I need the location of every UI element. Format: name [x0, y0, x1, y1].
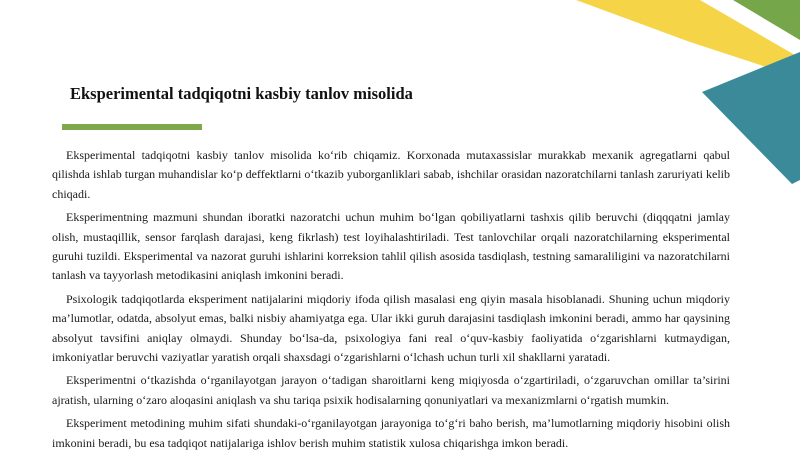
paragraph-3: Psixologik tadqiqotlarda eksperiment natijalarini miqdoriy ifoda qilish masalasi eng qiyin masala hisoblanadi. Shuning uchun miqdoriy ma’lumotlar, odatda, absolyut emas, balki nisbiy ahamiyatga ega. Ular ikki guruh darajasini tasdiqlash imkonini beradi, ammo har qaysining absolyut tavsifini aniqlay olmaydi. Shunday bo‘lsa-da, psixologiya fani real o‘quv-kasbiy faoliyatida o‘zgarishlarni kutmaydigan, imkoniyatlar beruvchi vaziyatlar yaratish orqali shaxsdagi o‘zgarishlarni o‘lchash uchun turli xil shakllarni yaratadi. [52, 291, 730, 365]
title-underline [62, 124, 202, 130]
slide-title: Eksperimental tadqiqotni kasbiy tanlov misolida [70, 84, 413, 103]
paragraph-1: Eksperimental tadqiqotni kasbiy tanlov misolida ko‘rib chiqamiz. Korxonada mutaxassislar murakkab mexanik agregatlarni qabul qilishda ishlab turgan muhandislar ko‘p deffektlarni o‘tkazib yuborganliklari sabab, ishchilar orasidan nazoratchilarni tanlash zaruriyati kelib chiqadi. [52, 148, 730, 201]
body-text [52, 146, 730, 457]
paragraph-5: Eksperiment metodining muhim sifati shundaki-o‘rganilayotgan jarayoniga to‘g‘ri baho berish, ma’lumotlarning miqdoriy hisobini olish imkonini beradi, bu esa tadqiqot natijalariga ishlov berish muhim statistik xulosa chiqarishga imkon beradi. [52, 416, 730, 450]
paragraph-4: Eksperimentni o‘tkazishda o‘rganilayotgan jarayon o‘tadigan sharoitlarni keng miqiyosda o‘zgartiriladi, o‘zgaruvchan omillar ta’sirini ajratish, ularning o‘zaro aloqasini aniqlash va shu tariqa psixik hodisalarning qonuniyatlari va mexanizmlarni o‘rgatish mumkin. [52, 373, 730, 407]
paragraph-2: Eksperimentning mazmuni shundan iboratki nazoratchi uchun muhim bo‘lgan qobiliyatlarni tashxis qilib beruvchi (diqqqatni jamlay olish, mustaqillik, sensor farqlash darajasi, keng fikrlash) test loyihalashtiriladi. Test tanlovchilar orqali nazoratchilarning eksperimental guruhi tuzildi. Eksperimental va nazorat guruhi ishlarini korreksion tahlil qilish asosida tasdiqlash, testning samaraliligini va nazoratchilarni tanlash va tayyorlash metodikasini aniqlash imkonini beradi. [52, 210, 730, 283]
